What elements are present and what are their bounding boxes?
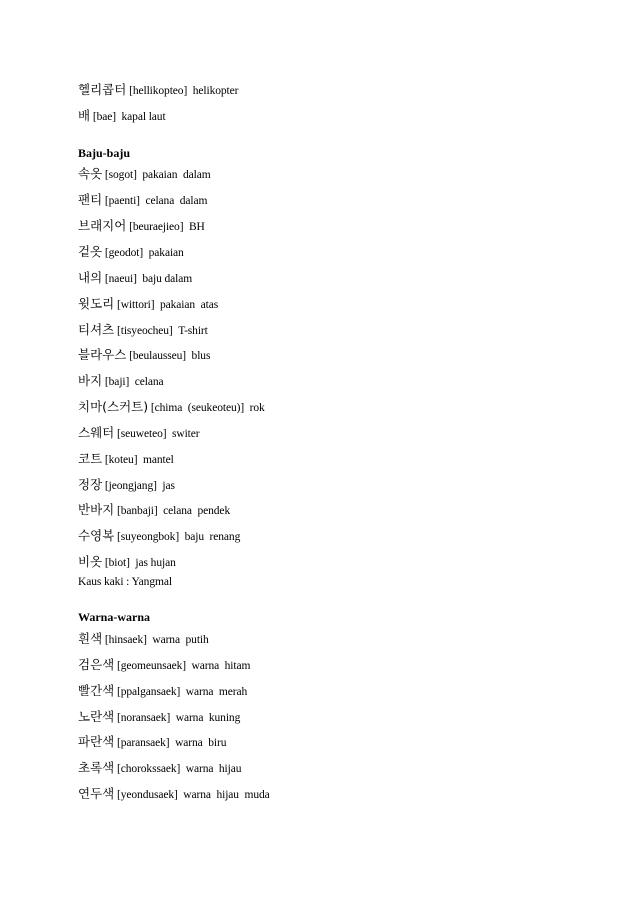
vocab-entry — [78, 166, 211, 183]
entry-translation: [koteu] mantel — [102, 454, 174, 466]
entry-translation: [paransaek] warna biru — [114, 737, 227, 749]
vocab-entry — [78, 631, 209, 648]
vocab-entry — [78, 786, 270, 803]
entry-translation: [baji] celana — [102, 376, 164, 388]
entry-translation: [hinsaek] warna putih — [102, 634, 209, 646]
vocab-entry — [78, 709, 240, 726]
vocab-entry — [78, 425, 200, 442]
entry-translation: [wittori] pakaian atas — [114, 299, 219, 311]
vocab-entry — [78, 734, 226, 751]
section-heading-clothes: Baju-baju — [78, 146, 131, 160]
vocab-entry — [78, 502, 230, 519]
vocab-entry — [78, 82, 238, 99]
korean-word: 블라우스 — [78, 347, 127, 362]
vocab-entry — [78, 554, 176, 571]
entry-translation: [chorokssaek] warna hijau — [114, 763, 242, 775]
vocab-entry — [78, 657, 250, 674]
entry-translation: [yeondusaek] warna hijau muda — [114, 789, 270, 801]
entry-translation: [naeui] baju dalam — [102, 273, 193, 285]
korean-word: 배 — [78, 108, 91, 123]
korean-word: 수영복 — [78, 528, 115, 543]
korean-word: 스웨터 — [78, 425, 115, 440]
vocab-entry — [78, 399, 265, 416]
korean-word: 헬리콥터 — [78, 82, 127, 97]
vocab-entry — [78, 373, 164, 390]
vocab-entry — [78, 451, 174, 468]
entry-translation: [banbaji] celana pendek — [114, 505, 231, 517]
korean-word: 코트 — [78, 451, 103, 466]
korean-word: 검은색 — [78, 657, 115, 672]
entry-translation: [geomeunsaek] warna hitam — [114, 660, 251, 672]
entry-translation: [seuweteo] switer — [114, 428, 200, 440]
korean-word: 빨간색 — [78, 683, 115, 698]
vocab-entry — [78, 244, 184, 261]
korean-word: 윗도리 — [78, 296, 115, 311]
korean-word: 노란색 — [78, 709, 115, 724]
korean-word: 바지 — [78, 373, 103, 388]
entry-translation: [sogot] pakaian dalam — [102, 169, 211, 181]
korean-word: 비옷 — [78, 554, 103, 569]
vocab-entry — [78, 296, 218, 313]
entry-translation: [beulausseu] blus — [126, 350, 211, 362]
vocab-entry — [78, 477, 175, 494]
korean-word: 정장 — [78, 477, 103, 492]
korean-word: 치마(스커트) — [78, 399, 149, 414]
entry-translation: [suyeongbok] baju renang — [114, 531, 241, 543]
vocab-entry — [78, 322, 208, 339]
vocab-entry — [78, 270, 192, 287]
korean-word: 팬티 — [78, 192, 103, 207]
vocab-entry — [78, 218, 205, 235]
entry-translation: [bae] kapal laut — [90, 111, 166, 123]
korean-word: 파란색 — [78, 734, 115, 749]
entry-translation: [beuraejieo] BH — [126, 221, 205, 233]
korean-word: 브래지어 — [78, 218, 127, 233]
entry-translation: [geodot] pakaian — [102, 247, 184, 259]
vocab-entry — [78, 192, 207, 209]
korean-word: 연두색 — [78, 786, 115, 801]
korean-word: 겉옷 — [78, 244, 103, 259]
note-text: Kaus kaki : Yangmal — [78, 576, 172, 588]
korean-word: 반바지 — [78, 502, 115, 517]
entry-translation: [noransaek] warna kuning — [114, 712, 241, 724]
korean-word: 흰색 — [78, 631, 103, 646]
korean-word: 티셔츠 — [78, 322, 115, 337]
entry-translation: [hellikopteo] helikopter — [126, 85, 239, 97]
entry-translation: [tisyeocheu] T-shirt — [114, 325, 208, 337]
entry-translation: [jeongjang] jas — [102, 480, 175, 492]
korean-word: 초록색 — [78, 760, 115, 775]
entry-translation: [biot] jas hujan — [102, 557, 176, 569]
korean-word: 내의 — [78, 270, 103, 285]
entry-translation: [paenti] celana dalam — [102, 195, 208, 207]
note-line — [78, 573, 172, 590]
vocab-entry — [78, 347, 210, 364]
korean-word: 속옷 — [78, 166, 103, 181]
vocab-entry — [78, 528, 240, 545]
entry-translation: [ppalgansaek] warna merah — [114, 686, 248, 698]
section-heading-colors: Warna-warna — [78, 610, 150, 624]
vocab-entry — [78, 108, 166, 125]
vocab-entry — [78, 760, 241, 777]
entry-translation: [chima (seukeoteu)] rok — [148, 402, 265, 414]
vocab-entry — [78, 683, 247, 700]
